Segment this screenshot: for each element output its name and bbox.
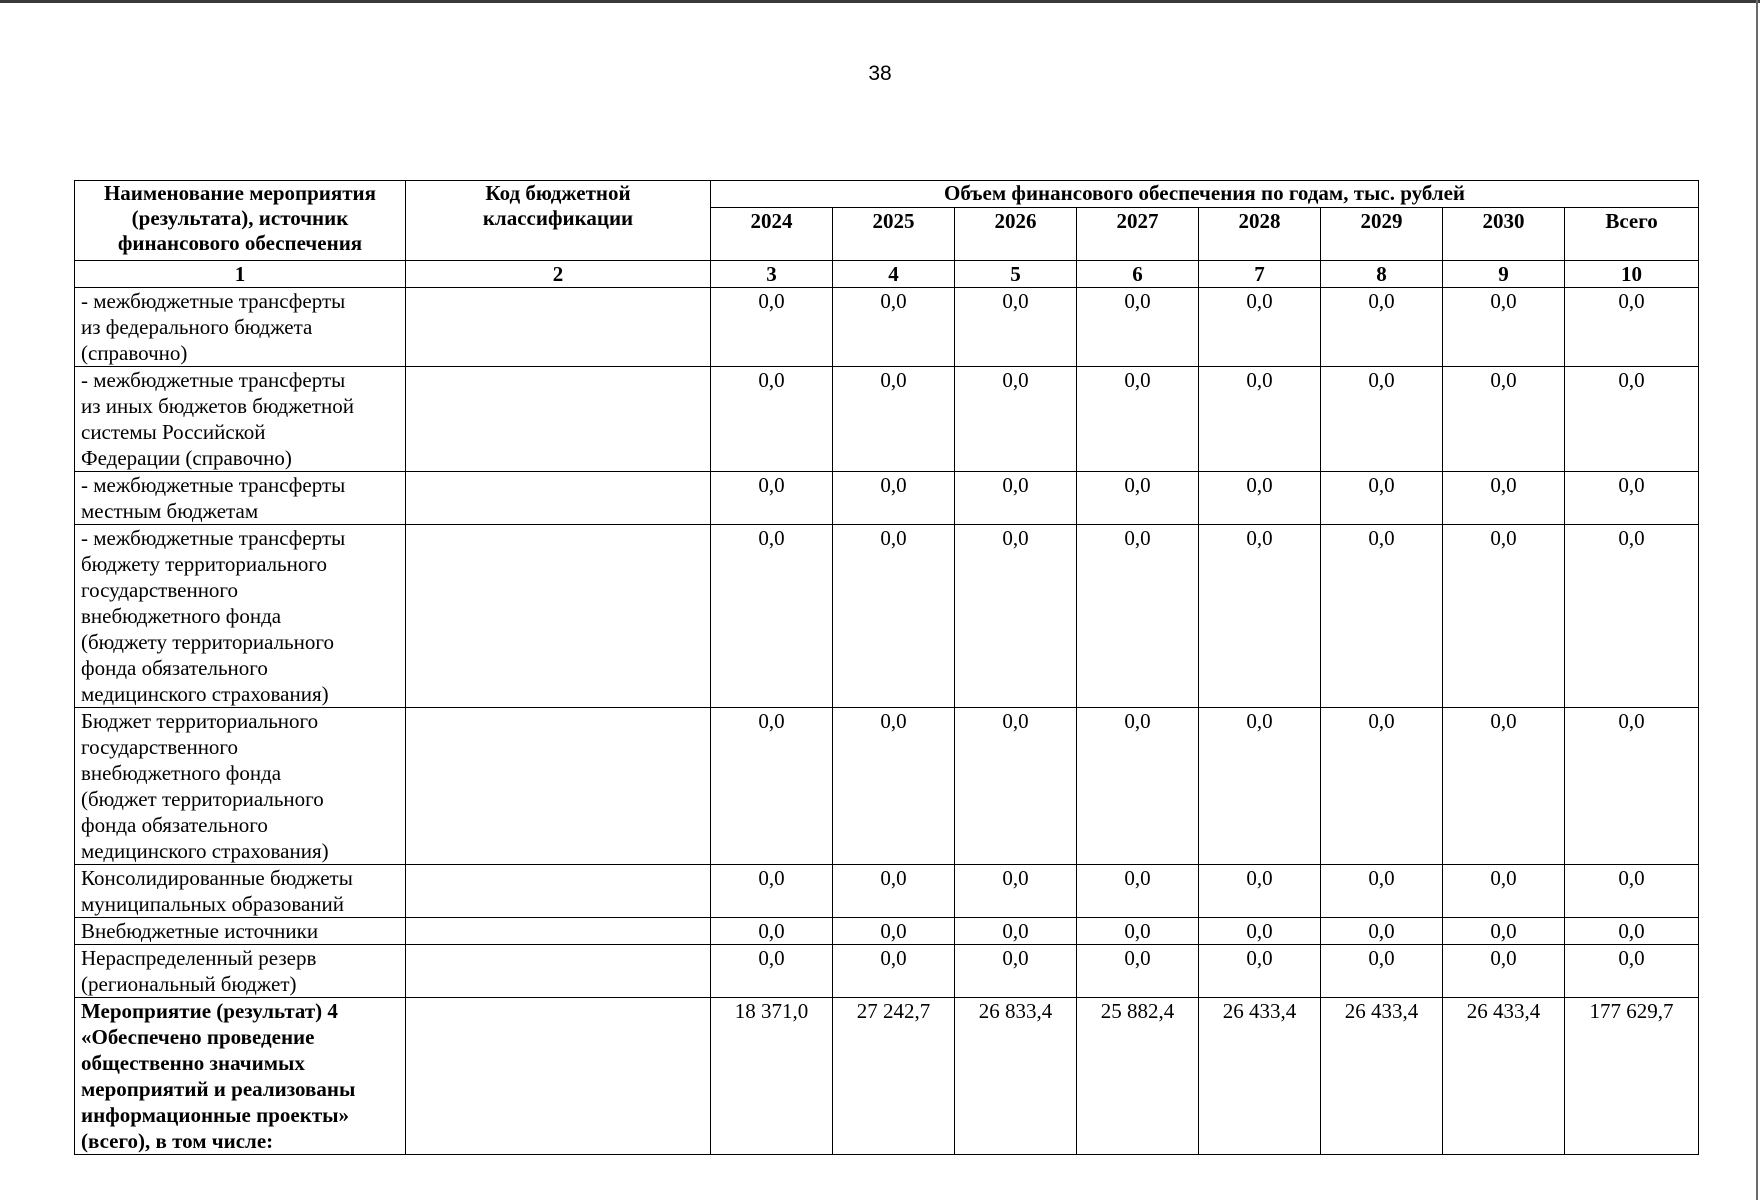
row-value: 0,0 xyxy=(1443,945,1565,998)
row-value: 0,0 xyxy=(833,708,955,865)
row-value-total: 0,0 xyxy=(1565,367,1699,472)
row-value: 0,0 xyxy=(1077,472,1199,525)
row-measure-name-line: бюджету территориального xyxy=(81,552,327,576)
row-value: 26 833,4 xyxy=(955,998,1077,1155)
column-number: 3 xyxy=(711,261,833,288)
row-measure-name-line: (региональный бюджет) xyxy=(81,972,297,996)
row-budget-code xyxy=(406,472,711,525)
row-value: 0,0 xyxy=(833,367,955,472)
row-measure-name-line: мероприятий и реализованы xyxy=(81,1077,356,1101)
row-value: 26 433,4 xyxy=(1199,998,1321,1155)
row-value: 0,0 xyxy=(1443,525,1565,708)
column-number: 7 xyxy=(1199,261,1321,288)
row-value: 27 242,7 xyxy=(833,998,955,1155)
table-row xyxy=(75,708,1699,865)
row-value: 26 433,4 xyxy=(1321,998,1443,1155)
row-value: 0,0 xyxy=(1443,918,1565,945)
row-value: 0,0 xyxy=(1077,865,1199,918)
header-financing-volume: Объем финансового обеспечения по годам, тыс. рублей xyxy=(711,181,1699,208)
row-value: 18 371,0 xyxy=(711,998,833,1155)
row-value: 0,0 xyxy=(833,918,955,945)
row-budget-code xyxy=(406,918,711,945)
row-measure-name-line: Нераспределенный резерв xyxy=(81,946,317,970)
row-value-total: 0,0 xyxy=(1565,918,1699,945)
row-value: 0,0 xyxy=(1443,708,1565,865)
column-number: 1 xyxy=(75,261,406,288)
table-row xyxy=(75,945,1699,998)
table-body xyxy=(75,288,1699,1155)
row-value: 0,0 xyxy=(711,918,833,945)
row-value-total: 0,0 xyxy=(1565,472,1699,525)
column-number: 2 xyxy=(406,261,711,288)
row-measure-name-line: Федерации (справочно) xyxy=(81,446,292,470)
row-value: 0,0 xyxy=(1077,708,1199,865)
row-measure-name xyxy=(75,708,406,865)
row-value-total: 0,0 xyxy=(1565,945,1699,998)
row-value: 0,0 xyxy=(833,865,955,918)
row-value-total: 0,0 xyxy=(1565,865,1699,918)
row-measure-name-line: информационные проекты» xyxy=(81,1103,350,1127)
row-value: 0,0 xyxy=(1321,367,1443,472)
row-value: 0,0 xyxy=(955,288,1077,367)
row-value: 0,0 xyxy=(955,367,1077,472)
table-row xyxy=(75,918,1699,945)
row-value: 0,0 xyxy=(833,945,955,998)
row-measure-name xyxy=(75,865,406,918)
table-row xyxy=(75,472,1699,525)
row-value: 0,0 xyxy=(1077,367,1199,472)
row-value: 0,0 xyxy=(955,472,1077,525)
top-border-line xyxy=(0,0,1760,3)
row-value-total: 0,0 xyxy=(1565,708,1699,865)
row-value: 0,0 xyxy=(1199,918,1321,945)
row-measure-name-line: (бюджету территориального xyxy=(81,630,334,654)
row-value-total: 0,0 xyxy=(1565,288,1699,367)
row-measure-name-line: государственного xyxy=(81,578,239,602)
header-year-2028: 2028 xyxy=(1199,208,1321,261)
row-value: 0,0 xyxy=(1077,918,1199,945)
row-value: 0,0 xyxy=(1199,945,1321,998)
row-value: 25 882,4 xyxy=(1077,998,1199,1155)
row-value: 0,0 xyxy=(1199,865,1321,918)
row-measure-name-line: медицинского страхования) xyxy=(81,839,329,863)
row-value: 0,0 xyxy=(955,525,1077,708)
row-measure-name-line: Бюджет территориального xyxy=(81,709,319,733)
row-measure-name-line: внебюджетного фонда xyxy=(81,761,282,785)
table-row xyxy=(75,288,1699,367)
row-value: 0,0 xyxy=(1321,525,1443,708)
row-measure-name-line: Консолидированные бюджеты xyxy=(81,866,353,890)
table-row xyxy=(75,525,1699,708)
table-row xyxy=(75,367,1699,472)
row-measure-name xyxy=(75,472,406,525)
row-measure-name-line: из иных бюджетов бюджетной xyxy=(81,394,354,418)
header-year-2026: 2026 xyxy=(955,208,1077,261)
row-value: 26 433,4 xyxy=(1443,998,1565,1155)
row-budget-code xyxy=(406,945,711,998)
header-year-2030: 2030 xyxy=(1443,208,1565,261)
row-measure-name-line: внебюджетного фонда xyxy=(81,604,282,628)
table-row xyxy=(75,998,1699,1155)
row-value: 0,0 xyxy=(1321,708,1443,865)
table-row xyxy=(75,865,1699,918)
row-value: 0,0 xyxy=(1321,865,1443,918)
row-budget-code xyxy=(406,367,711,472)
right-border-line xyxy=(1756,0,1758,1200)
row-measure-name-line: - межбюджетные трансферты xyxy=(81,368,346,392)
row-measure-name-line: - межбюджетные трансферты xyxy=(81,526,346,550)
row-measure-name-line: из федерального бюджета xyxy=(81,315,313,339)
row-value: 0,0 xyxy=(955,945,1077,998)
row-measure-name xyxy=(75,918,406,945)
row-measure-name-line: местным бюджетам xyxy=(81,499,259,523)
row-value: 0,0 xyxy=(1077,288,1199,367)
row-measure-name-line: Внебюджетные источники xyxy=(81,919,319,943)
row-value: 0,0 xyxy=(1321,945,1443,998)
row-value: 0,0 xyxy=(833,472,955,525)
row-measure-name-line: (всего), в том числе: xyxy=(81,1129,274,1153)
row-value: 0,0 xyxy=(711,525,833,708)
row-value: 0,0 xyxy=(711,472,833,525)
row-budget-code xyxy=(406,288,711,367)
header-measure-name-line: Наименование мероприятия xyxy=(103,181,377,205)
row-measure-name-line: Мероприятие (результат) 4 xyxy=(81,999,338,1023)
column-number: 6 xyxy=(1077,261,1199,288)
row-budget-code xyxy=(406,998,711,1155)
row-value: 0,0 xyxy=(833,288,955,367)
header-budget-code-line: классификации xyxy=(482,206,634,230)
row-measure-name-line: системы Российской xyxy=(81,420,266,444)
row-value: 0,0 xyxy=(1199,472,1321,525)
row-budget-code xyxy=(406,525,711,708)
column-number: 8 xyxy=(1321,261,1443,288)
row-measure-name xyxy=(75,998,406,1155)
row-value: 0,0 xyxy=(955,918,1077,945)
page-number: 38 xyxy=(868,62,892,85)
row-value: 0,0 xyxy=(833,525,955,708)
row-value: 0,0 xyxy=(955,708,1077,865)
row-measure-name-line: - межбюджетные трансферты xyxy=(81,473,346,497)
row-value: 0,0 xyxy=(711,945,833,998)
financing-table xyxy=(74,180,1699,1155)
row-measure-name xyxy=(75,288,406,367)
row-value-total: 0,0 xyxy=(1565,525,1699,708)
row-value: 0,0 xyxy=(1443,367,1565,472)
header-year-2024: 2024 xyxy=(711,208,833,261)
row-measure-name-line: общественно значимых xyxy=(81,1051,305,1075)
row-measure-name-line: «Обеспечено проведение xyxy=(81,1025,315,1049)
header-measure-name-line: (результата), источник xyxy=(131,206,349,230)
header-budget-code xyxy=(406,181,711,261)
row-value: 0,0 xyxy=(955,865,1077,918)
row-measure-name-line: государственного xyxy=(81,735,239,759)
row-measure-name xyxy=(75,945,406,998)
row-measure-name xyxy=(75,525,406,708)
column-number: 9 xyxy=(1443,261,1565,288)
row-measure-name-line: муниципальных образований xyxy=(81,892,344,916)
row-value: 0,0 xyxy=(711,367,833,472)
row-value: 0,0 xyxy=(1321,472,1443,525)
header-budget-code-line: Код бюджетной xyxy=(485,181,631,205)
row-value: 0,0 xyxy=(1199,288,1321,367)
row-value: 0,0 xyxy=(711,708,833,865)
column-number: 4 xyxy=(833,261,955,288)
row-value: 0,0 xyxy=(1077,945,1199,998)
row-measure-name-line: фонда обязательного xyxy=(81,656,268,680)
header-year-2029: 2029 xyxy=(1321,208,1443,261)
row-value: 0,0 xyxy=(1321,918,1443,945)
row-measure-name xyxy=(75,367,406,472)
row-value: 0,0 xyxy=(1321,288,1443,367)
header-total: Всего xyxy=(1565,208,1699,261)
row-budget-code xyxy=(406,865,711,918)
row-value: 0,0 xyxy=(1077,525,1199,708)
row-measure-name-line: (справочно) xyxy=(81,341,188,365)
row-value: 0,0 xyxy=(1199,367,1321,472)
row-value: 0,0 xyxy=(711,865,833,918)
row-measure-name-line: фонда обязательного xyxy=(81,813,268,837)
row-value-total: 177 629,7 xyxy=(1565,998,1699,1155)
header-measure-name-line: финансового обеспечения xyxy=(117,231,363,255)
row-value: 0,0 xyxy=(711,288,833,367)
header-year-2027: 2027 xyxy=(1077,208,1199,261)
row-measure-name-line: (бюджет территориального xyxy=(81,787,324,811)
header-year-2025: 2025 xyxy=(833,208,955,261)
column-number: 5 xyxy=(955,261,1077,288)
row-value: 0,0 xyxy=(1199,708,1321,865)
row-value: 0,0 xyxy=(1443,472,1565,525)
row-value: 0,0 xyxy=(1443,288,1565,367)
header-measure-name xyxy=(75,181,406,261)
row-value: 0,0 xyxy=(1199,525,1321,708)
row-value: 0,0 xyxy=(1443,865,1565,918)
row-measure-name-line: медицинского страхования) xyxy=(81,682,329,706)
column-number: 10 xyxy=(1565,261,1699,288)
row-budget-code xyxy=(406,708,711,865)
row-measure-name-line: - межбюджетные трансферты xyxy=(81,289,346,313)
